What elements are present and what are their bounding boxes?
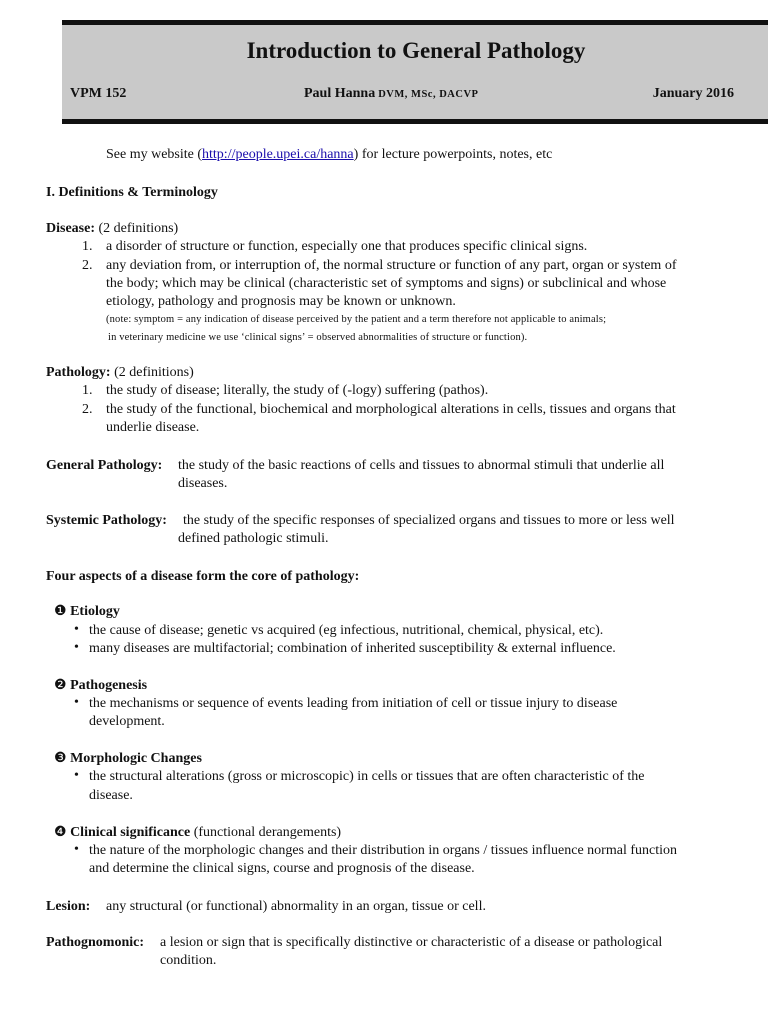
website-suffix: ) for lecture powerpoints, notes, etc: [353, 147, 553, 162]
systemic-pathology-definition-continued: defined pathologic stimuli.: [178, 531, 329, 546]
author-credentials: DVM, MSc, DACVP: [378, 89, 479, 100]
item-text: the study of disease; literally, the study of (-logy) suffering (pathos).: [106, 383, 489, 398]
pathognomonic-definition-continued: condition.: [160, 953, 217, 968]
pathology-term: Pathology:: [46, 365, 111, 380]
document-header: [62, 20, 768, 124]
bullet-text: the structural alterations (gross or microscopic) in cells or tissues that are often characteristic of the: [89, 769, 645, 784]
systemic-pathology-definition: the study of the specific responses of specialized organs and tissues to more or less well: [183, 513, 675, 528]
document-title: Introduction to General Pathology: [246, 38, 586, 63]
item-text: a disorder of structure or function, especially one that produces specific clinical signs.: [106, 239, 588, 254]
disease-small-note: in veterinary medicine we use ‘clinical signs’ = observed abnormalities of structure or function).: [108, 332, 528, 343]
aspect-number-icon: ❶: [54, 604, 67, 619]
aspect-heading: [54, 750, 202, 768]
bullet-icon: •: [74, 622, 79, 637]
disease-heading: [46, 220, 178, 238]
bullet-icon: •: [74, 695, 79, 710]
item-number: 2.: [82, 402, 93, 417]
item-text: any deviation from, or interruption of, the normal structure or function of any part, organ or system of: [106, 258, 677, 273]
list-item: [82, 238, 587, 256]
aspect-number-icon: ❷: [54, 678, 67, 693]
website-line: [106, 146, 552, 164]
aspect-number-icon: ❹: [54, 825, 67, 840]
item-number: 1.: [82, 383, 93, 398]
item-text-continued: etiology, pathology and prognosis may be known or unknown.: [106, 294, 456, 309]
disease-small-note: (note: symptom = any indication of disease perceived by the patient and a term therefore not applicable to animals;: [106, 314, 607, 325]
list-item: [82, 257, 676, 275]
aspect-title: Etiology: [70, 604, 120, 619]
pathognomonic-term: Pathognomonic:: [46, 935, 144, 950]
pathology-note: (2 definitions): [110, 365, 194, 380]
item-text-continued: the body; which may be clinical (characteristic set of symptoms and signs) or subclinical and whose: [106, 276, 667, 291]
systemic-pathology-term: Systemic Pathology:: [46, 513, 167, 528]
lesion-term: Lesion:: [46, 899, 91, 914]
aspect-title: Clinical significance: [70, 825, 191, 840]
bullet-icon: •: [74, 842, 79, 857]
general-pathology-term: General Pathology:: [46, 458, 163, 473]
disease-note: (2 definitions): [95, 221, 179, 236]
bullet-text: the cause of disease; genetic vs acquired (eg infectious, nutritional, chemical, physical, etc).: [89, 623, 604, 638]
item-number: 2.: [82, 258, 93, 273]
bullet-text-continued: development.: [89, 714, 165, 729]
bullet-text: the nature of the morphologic changes and their distribution in organs / tissues influence normal function: [89, 843, 677, 858]
lesion-definition: any structural (or functional) abnormality in an organ, tissue or cell.: [106, 899, 486, 914]
website-link[interactable]: http://people.upei.ca/hanna: [202, 147, 354, 162]
item-number: 1.: [82, 239, 93, 254]
four-aspects-heading: Four aspects of a disease form the core of pathology:: [46, 569, 360, 584]
aspect-title: Morphologic Changes: [70, 751, 202, 766]
author: [304, 86, 478, 102]
pathognomonic-definition: a lesion or sign that is specifically distinctive or characteristic of a disease or pathological: [160, 935, 663, 950]
course-code: VPM 152: [70, 86, 127, 101]
bullet-icon: •: [74, 768, 79, 783]
bullet-text: the mechanisms or sequence of events leading from initiation of cell or tissue injury to disease: [89, 696, 618, 711]
aspect-heading: [54, 677, 147, 695]
bullet-icon: •: [74, 640, 79, 655]
bullet-text: many diseases are multifactorial; combination of inherited susceptibility & external influence.: [89, 641, 616, 656]
aspect-number-icon: ❸: [54, 751, 67, 766]
website-prefix: See my website (: [106, 147, 203, 162]
item-text-continued: underlie disease.: [106, 420, 200, 435]
aspect-heading: [54, 824, 341, 842]
general-pathology-definition: the study of the basic reactions of cells and tissues to abnormal stimuli that underlie all: [178, 458, 665, 473]
bullet-text-continued: disease.: [89, 788, 133, 803]
item-text: the study of the functional, biochemical and morphological alterations in cells, tissues and organs that: [106, 402, 676, 417]
general-pathology-definition-continued: diseases.: [178, 476, 228, 491]
section-heading: I. Definitions & Terminology: [46, 185, 218, 200]
list-item: [82, 382, 488, 400]
aspect-heading: [54, 603, 120, 621]
disease-term: Disease:: [46, 221, 95, 236]
bullet-text-continued: and determine the clinical signs, course and prognosis of the disease.: [89, 861, 475, 876]
document-date: January 2016: [652, 86, 734, 101]
aspect-title: Pathogenesis: [70, 678, 148, 693]
list-item: [82, 401, 676, 419]
pathology-heading: [46, 364, 194, 382]
aspect-extra: (functional derangements): [190, 825, 342, 840]
author-name: Paul Hanna: [304, 86, 376, 101]
